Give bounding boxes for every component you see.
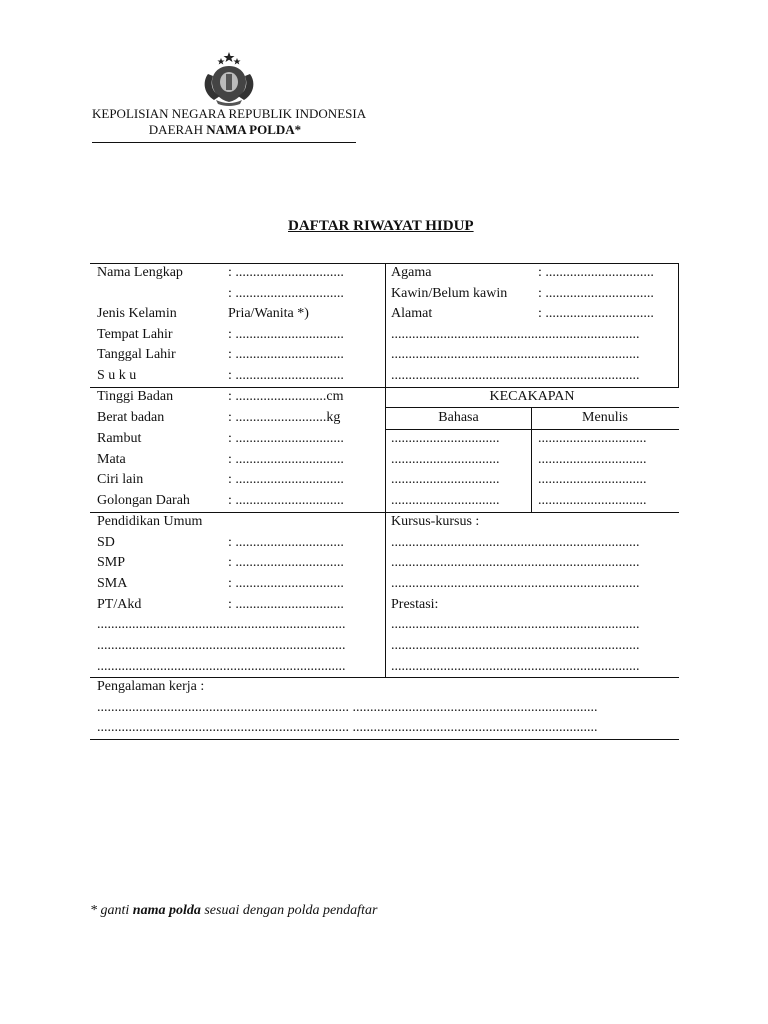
- achievements-line: .......................................................................: [391, 617, 640, 632]
- label-sma: SMA: [97, 576, 128, 591]
- field-nama-lengkap-2: : ...............................: [228, 286, 344, 301]
- skills-blank: ...............................: [538, 472, 647, 487]
- skills-col-language: Bahasa: [438, 410, 479, 425]
- skills-blank: ...............................: [538, 431, 647, 446]
- label-nama-lengkap: Nama Lengkap: [97, 265, 183, 280]
- section-divider-experience: [90, 677, 679, 678]
- achievements-line: .......................................................................: [391, 638, 640, 653]
- field-tempat-lahir: : ...............................: [228, 327, 344, 342]
- label-kawin: Kawin/Belum kawin: [391, 286, 508, 301]
- right-box-border: [678, 263, 679, 387]
- label-tanggal-lahir: Tanggal Lahir: [97, 347, 176, 362]
- label-tempat-lahir: Tempat Lahir: [97, 327, 173, 342]
- skills-heading-divider: [385, 407, 679, 408]
- skills-columns-divider: [385, 429, 679, 430]
- label-rambut: Rambut: [97, 431, 142, 446]
- education-extra-line: .......................................................................: [97, 617, 346, 632]
- label-jenis-kelamin: Jenis Kelamin: [97, 306, 177, 321]
- experience-line: ........................................................................ ......................................................................: [97, 700, 598, 715]
- label-smp: SMP: [97, 555, 126, 570]
- field-alamat: : ...............................: [538, 306, 654, 321]
- footnote-prefix: * ganti: [90, 903, 130, 918]
- label-suku: S u k u: [97, 368, 137, 383]
- skills-blank: ...............................: [391, 472, 500, 487]
- label-tinggi-badan: Tinggi Badan: [97, 389, 174, 404]
- label-pt-akd: PT/Akd: [97, 597, 142, 612]
- footnote-suffix: sesuai dengan polda pendaftar: [204, 903, 378, 918]
- section-divider-education: [90, 512, 679, 513]
- skills-blank: ...............................: [538, 452, 647, 467]
- field-pt-akd: : ...............................: [228, 597, 344, 612]
- field-mata: : ...............................: [228, 452, 344, 467]
- label-agama: Agama: [391, 265, 432, 280]
- field-sd: : ...............................: [228, 535, 344, 550]
- field-agama: : ...............................: [538, 265, 654, 280]
- field-suku: : ...............................: [228, 368, 344, 383]
- address-line: .......................................................................: [391, 327, 640, 342]
- table-center-divider: [385, 263, 386, 677]
- achievements-heading: Prestasi:: [391, 597, 439, 612]
- section-divider-physical: [90, 387, 679, 388]
- education-heading: Pendidikan Umum: [97, 514, 203, 529]
- field-tinggi-badan: : ..........................cm: [228, 389, 344, 404]
- field-ciri-lain: : ...............................: [228, 472, 344, 487]
- field-jenis-kelamin: Pria/Wanita *): [228, 306, 309, 321]
- footnote: [90, 903, 377, 919]
- label-berat-badan: Berat badan: [97, 410, 165, 425]
- field-tanggal-lahir: : ...............................: [228, 347, 344, 362]
- field-kawin: : ...............................: [538, 286, 654, 301]
- footnote-bold: nama polda: [132, 903, 201, 918]
- label-golongan-darah: Golongan Darah: [97, 493, 190, 508]
- skills-blank: ...............................: [538, 493, 647, 508]
- experience-line: ........................................................................ ......................................................................: [97, 720, 598, 735]
- courses-heading: Kursus-kursus :: [391, 514, 480, 529]
- courses-line: .......................................................................: [391, 555, 640, 570]
- police-emblem-icon: [198, 50, 260, 106]
- header-divider: [92, 142, 356, 143]
- address-line: .......................................................................: [391, 347, 640, 362]
- skills-col-writing: Menulis: [582, 410, 628, 425]
- field-sma: : ...............................: [228, 576, 344, 591]
- region-name: NAMA POLDA*: [206, 122, 302, 137]
- skills-heading: KECAKAPAN: [489, 389, 575, 404]
- label-ciri-lain: Ciri lain: [97, 472, 144, 487]
- org-name: KEPOLISIAN NEGARA REPUBLIK INDONESIA: [92, 106, 367, 121]
- field-rambut: : ...............................: [228, 431, 344, 446]
- skills-blank: ...............................: [391, 431, 500, 446]
- page-title: DAFTAR RIWAYAT HIDUP: [288, 218, 474, 234]
- education-extra-line: .......................................................................: [97, 659, 346, 674]
- address-line: .......................................................................: [391, 368, 640, 383]
- field-berat-badan: : ..........................kg: [228, 410, 341, 425]
- field-nama-lengkap: : ...............................: [228, 265, 344, 280]
- table-bottom-border: [90, 739, 679, 740]
- experience-heading: Pengalaman kerja :: [97, 679, 205, 694]
- field-golongan-darah: : ...............................: [228, 493, 344, 508]
- region-line: [92, 122, 358, 138]
- achievements-line: .......................................................................: [391, 659, 640, 674]
- field-smp: : ...............................: [228, 555, 344, 570]
- courses-line: .......................................................................: [391, 576, 640, 591]
- label-mata: Mata: [97, 452, 126, 467]
- courses-line: .......................................................................: [391, 535, 640, 550]
- label-alamat: Alamat: [391, 306, 433, 321]
- skills-blank: ...............................: [391, 493, 500, 508]
- education-extra-line: .......................................................................: [97, 638, 346, 653]
- label-sd: SD: [97, 535, 115, 550]
- skills-blank: ...............................: [391, 452, 500, 467]
- region-prefix: DAERAH: [148, 122, 203, 137]
